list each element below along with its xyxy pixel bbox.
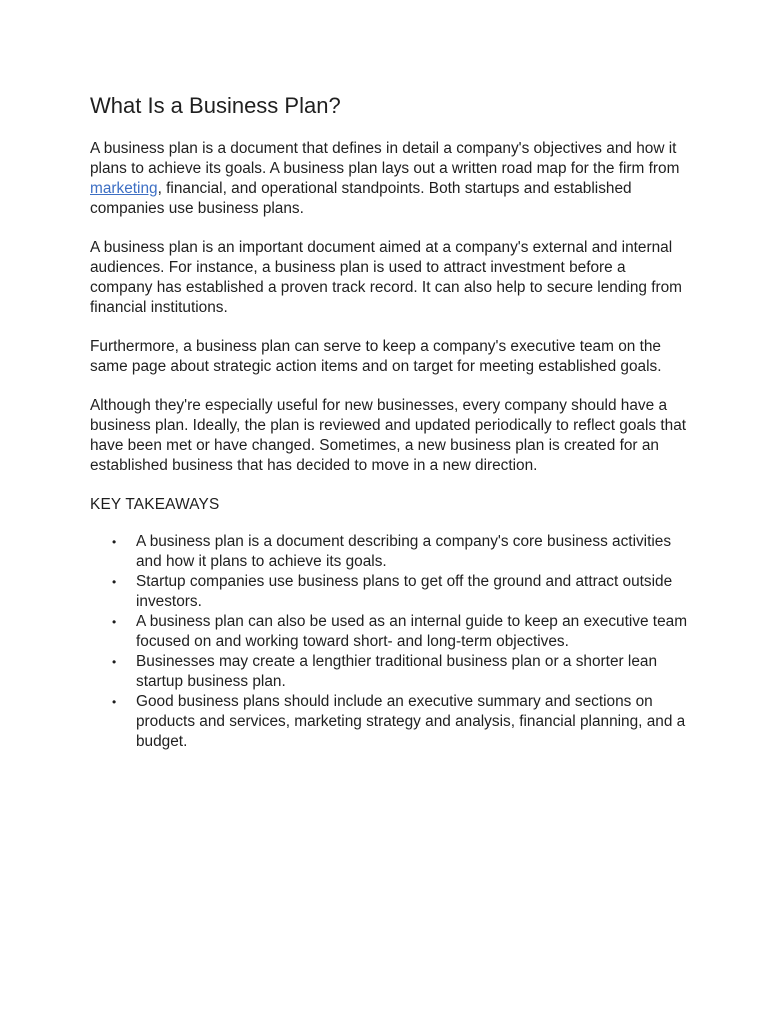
- bullet-icon: •: [112, 695, 117, 709]
- list-item: [90, 692, 690, 752]
- paragraph-definition-text-end: , financial, and operational standpoints. Both startups and established companies use business plans.: [90, 180, 632, 217]
- paragraph-definition-text-start: A business plan is a document that defines in detail a company's objectives and how it plans to achieve its goals. A business plan lays out a written road map for the firm from: [90, 140, 680, 177]
- paragraph-new-businesses: Although they're especially useful for new businesses, every company should have a business plan. Ideally, the plan is reviewed and updated periodically to reflect goals that have been met or have changed. Sometimes, a new business plan is created for an established business that has decided to move in a new direction.: [90, 397, 687, 474]
- page-title: What Is a Business Plan?: [90, 93, 341, 118]
- list-item-text: Good business plans should include an executive summary and sections on products and services, marketing strategy and analysis, financial planning, and a budget.: [136, 693, 686, 750]
- marketing-link[interactable]: marketing: [90, 180, 158, 197]
- list-item-text: A business plan can also be used as an internal guide to keep an executive team focused on and working toward short- and long-term objectives.: [136, 613, 688, 650]
- key-takeaways-list: [90, 532, 690, 752]
- list-item: [90, 612, 690, 652]
- bullet-icon: •: [112, 575, 117, 589]
- document-page: [90, 92, 690, 752]
- paragraph-definition: [90, 139, 690, 219]
- list-item: [90, 572, 690, 612]
- paragraph-audiences: A business plan is an important document aimed at a company's external and internal audiences. For instance, a business plan is used to attract investment before a company has established a proven track record. It can also help to secure lending from financial institutions.: [90, 239, 683, 316]
- list-item-text: Businesses may create a lengthier traditional business plan or a shorter lean startup business plan.: [136, 653, 658, 690]
- bullet-icon: •: [112, 535, 117, 549]
- list-item: [90, 652, 690, 692]
- paragraph-executive-team: Furthermore, a business plan can serve to keep a company's executive team on the same page about strategic action items and on target for meeting established goals.: [90, 338, 662, 375]
- bullet-icon: •: [112, 615, 117, 629]
- list-item-text: Startup companies use business plans to get off the ground and attract outside investors.: [136, 573, 673, 610]
- list-item: [90, 532, 690, 572]
- list-item-text: A business plan is a document describing a company's core business activities and how it plans to achieve its goals.: [136, 533, 672, 570]
- key-takeaways-heading: KEY TAKEAWAYS: [90, 496, 220, 513]
- bullet-icon: •: [112, 655, 117, 669]
